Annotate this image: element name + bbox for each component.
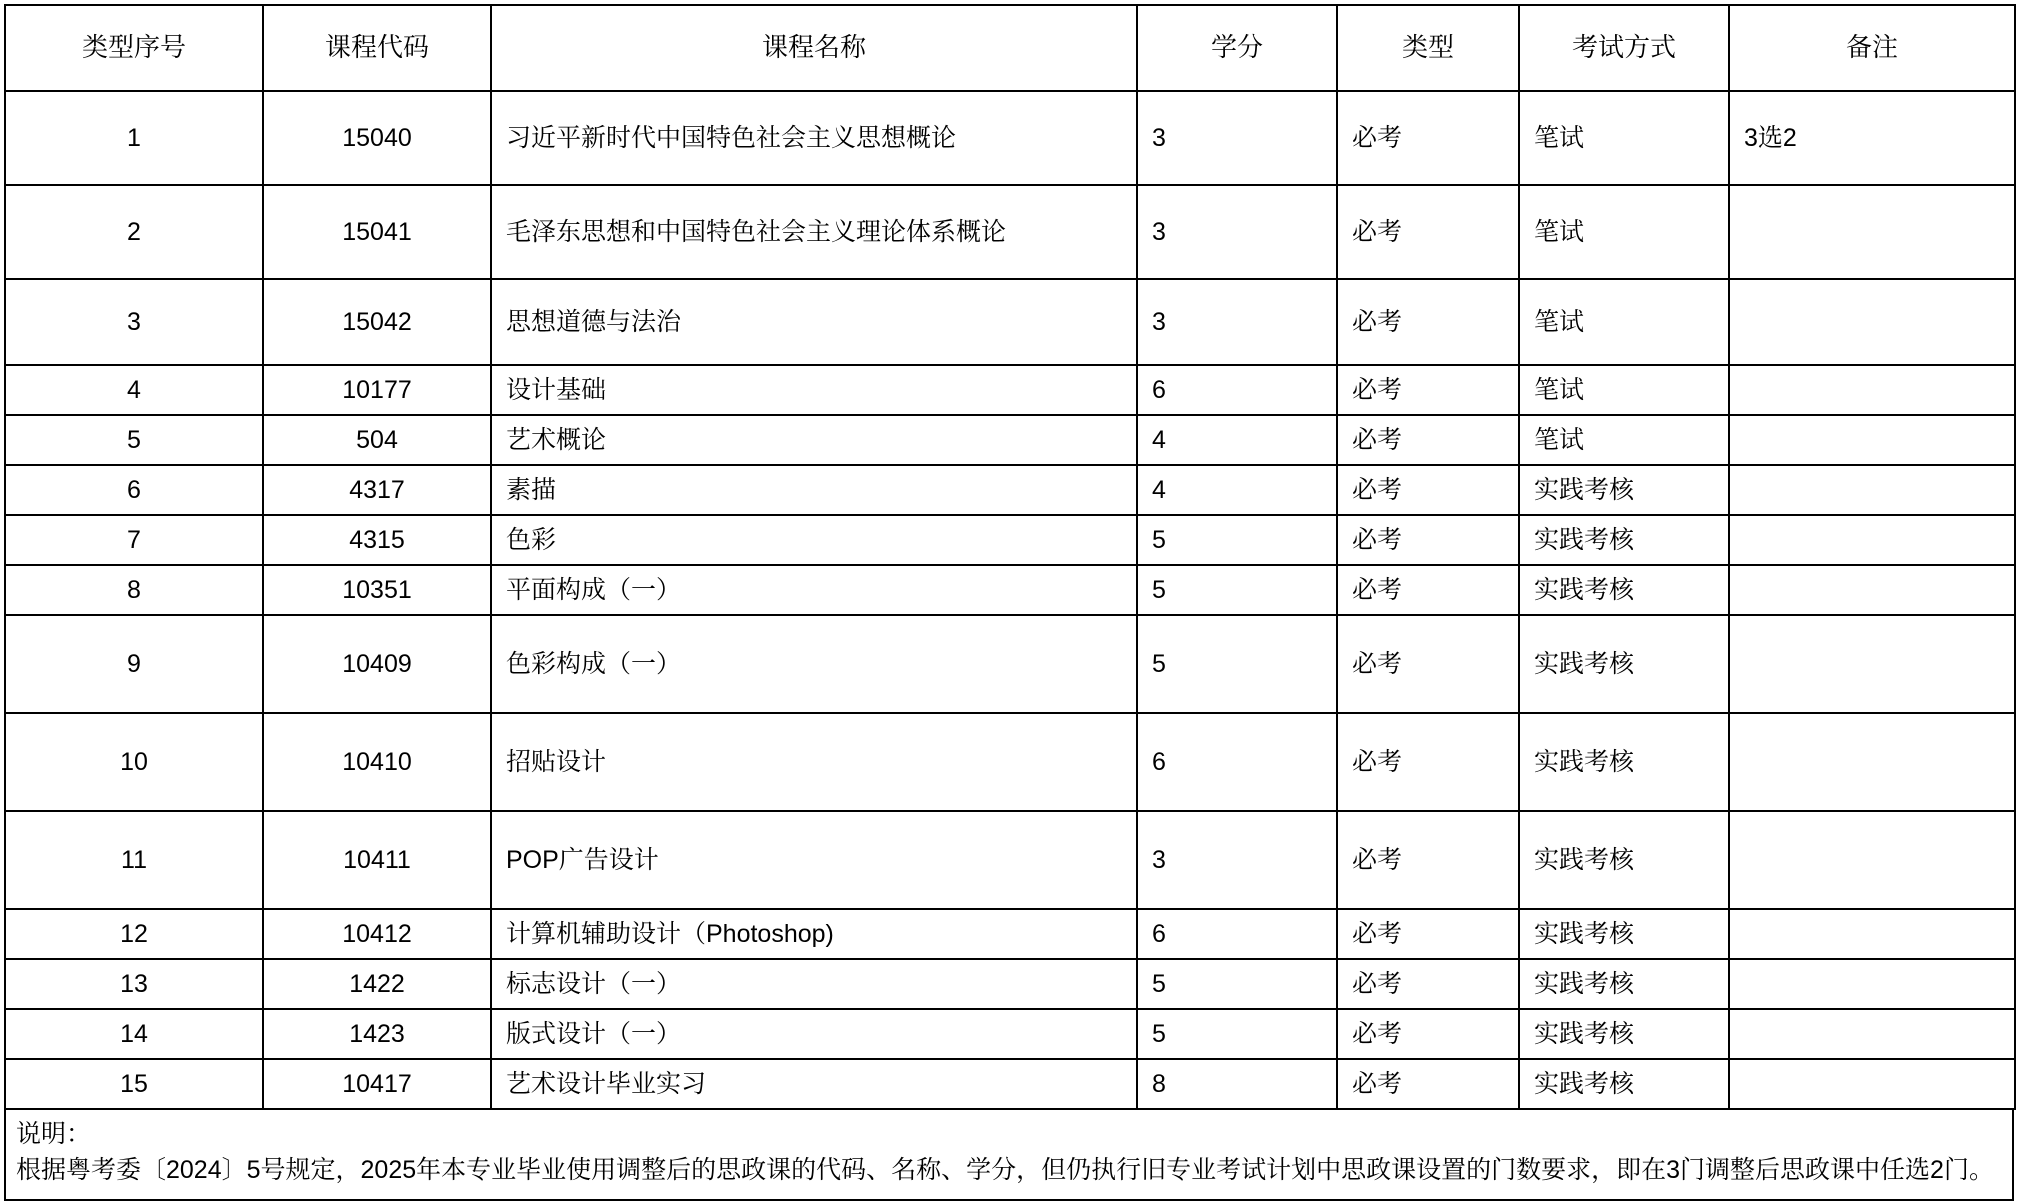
cell-remark bbox=[1729, 365, 2015, 415]
cell-remark bbox=[1729, 515, 2015, 565]
cell-type-index: 2 bbox=[5, 185, 263, 279]
cell-type: 必考 bbox=[1337, 1059, 1519, 1109]
cell-credits: 6 bbox=[1137, 365, 1337, 415]
cell-type-index: 3 bbox=[5, 279, 263, 365]
cell-course-code: 10412 bbox=[263, 909, 491, 959]
cell-type-index: 14 bbox=[5, 1009, 263, 1059]
cell-course-code: 4315 bbox=[263, 515, 491, 565]
cell-course-code: 4317 bbox=[263, 465, 491, 515]
cell-type-index: 6 bbox=[5, 465, 263, 515]
cell-remark bbox=[1729, 465, 2015, 515]
cell-course-name: 招贴设计 bbox=[491, 713, 1137, 811]
cell-exam-method: 笔试 bbox=[1519, 415, 1729, 465]
column-header-credits: 学分 bbox=[1137, 5, 1337, 91]
cell-exam-method: 实践考核 bbox=[1519, 811, 1729, 909]
cell-course-code: 504 bbox=[263, 415, 491, 465]
cell-exam-method: 笔试 bbox=[1519, 185, 1729, 279]
cell-type-index: 5 bbox=[5, 415, 263, 465]
table-row bbox=[5, 515, 2015, 565]
cell-type-index: 8 bbox=[5, 565, 263, 615]
cell-exam-method: 实践考核 bbox=[1519, 515, 1729, 565]
table-row bbox=[5, 279, 2015, 365]
table-row bbox=[5, 909, 2015, 959]
course-plan-sheet bbox=[0, 4, 2022, 1185]
cell-type: 必考 bbox=[1337, 1009, 1519, 1059]
cell-credits: 5 bbox=[1137, 515, 1337, 565]
cell-credits: 4 bbox=[1137, 465, 1337, 515]
cell-course-name: 习近平新时代中国特色社会主义思想概论 bbox=[491, 91, 1137, 185]
cell-exam-method: 笔试 bbox=[1519, 365, 1729, 415]
cell-exam-method: 实践考核 bbox=[1519, 1009, 1729, 1059]
cell-type-index: 10 bbox=[5, 713, 263, 811]
table-header-row bbox=[5, 5, 2015, 91]
cell-exam-method: 实践考核 bbox=[1519, 959, 1729, 1009]
cell-exam-method: 笔试 bbox=[1519, 279, 1729, 365]
table-row bbox=[5, 615, 2015, 713]
cell-credits: 8 bbox=[1137, 1059, 1337, 1109]
cell-course-name: 设计基础 bbox=[491, 365, 1137, 415]
table-row bbox=[5, 465, 2015, 515]
cell-course-name: POP广告设计 bbox=[491, 811, 1137, 909]
cell-course-name: 艺术设计毕业实习 bbox=[491, 1059, 1137, 1109]
cell-course-code: 1422 bbox=[263, 959, 491, 1009]
cell-remark bbox=[1729, 185, 2015, 279]
cell-remark bbox=[1729, 959, 2015, 1009]
cell-remark bbox=[1729, 713, 2015, 811]
cell-type: 必考 bbox=[1337, 515, 1519, 565]
cell-credits: 6 bbox=[1137, 909, 1337, 959]
cell-course-name: 色彩构成（一） bbox=[491, 615, 1137, 713]
note-box bbox=[4, 1110, 2014, 1201]
table-header bbox=[5, 5, 2015, 91]
note-body: 根据粤考委〔2024〕5号规定，2025年本专业毕业使用调整后的思政课的代码、名称、学分，但仍执行旧专业考试计划中思政课设置的门数要求，即在3门调整后思政课中任选2门。 bbox=[16, 1156, 1994, 1185]
cell-remark bbox=[1729, 909, 2015, 959]
cell-remark bbox=[1729, 415, 2015, 465]
cell-type: 必考 bbox=[1337, 185, 1519, 279]
cell-exam-method: 笔试 bbox=[1519, 91, 1729, 185]
cell-remark bbox=[1729, 1059, 2015, 1109]
cell-credits: 3 bbox=[1137, 91, 1337, 185]
cell-course-code: 15042 bbox=[263, 279, 491, 365]
cell-credits: 3 bbox=[1137, 185, 1337, 279]
cell-exam-method: 实践考核 bbox=[1519, 465, 1729, 515]
cell-course-code: 15040 bbox=[263, 91, 491, 185]
column-header-type-index: 类型序号 bbox=[5, 5, 263, 91]
cell-type: 必考 bbox=[1337, 465, 1519, 515]
cell-course-code: 15041 bbox=[263, 185, 491, 279]
cell-exam-method: 实践考核 bbox=[1519, 565, 1729, 615]
cell-exam-method: 实践考核 bbox=[1519, 909, 1729, 959]
column-header-course-name: 课程名称 bbox=[491, 5, 1137, 91]
cell-exam-method: 实践考核 bbox=[1519, 1059, 1729, 1109]
cell-course-name: 色彩 bbox=[491, 515, 1137, 565]
cell-remark bbox=[1729, 1009, 2015, 1059]
cell-credits: 5 bbox=[1137, 615, 1337, 713]
cell-course-name: 艺术概论 bbox=[491, 415, 1137, 465]
cell-type: 必考 bbox=[1337, 365, 1519, 415]
table-row bbox=[5, 811, 2015, 909]
table-row bbox=[5, 959, 2015, 1009]
cell-course-code: 10409 bbox=[263, 615, 491, 713]
cell-course-name: 思想道德与法治 bbox=[491, 279, 1137, 365]
cell-credits: 5 bbox=[1137, 1009, 1337, 1059]
cell-type: 必考 bbox=[1337, 91, 1519, 185]
cell-credits: 5 bbox=[1137, 565, 1337, 615]
cell-remark bbox=[1729, 615, 2015, 713]
cell-course-name: 平面构成（一） bbox=[491, 565, 1137, 615]
cell-type: 必考 bbox=[1337, 959, 1519, 1009]
column-header-remark: 备注 bbox=[1729, 5, 2015, 91]
cell-type: 必考 bbox=[1337, 713, 1519, 811]
cell-type-index: 12 bbox=[5, 909, 263, 959]
cell-type-index: 9 bbox=[5, 615, 263, 713]
column-header-type: 类型 bbox=[1337, 5, 1519, 91]
table-row bbox=[5, 713, 2015, 811]
table-row bbox=[5, 1009, 2015, 1059]
cell-credits: 3 bbox=[1137, 811, 1337, 909]
cell-course-name: 素描 bbox=[491, 465, 1137, 515]
cell-exam-method: 实践考核 bbox=[1519, 713, 1729, 811]
cell-remark bbox=[1729, 279, 2015, 365]
table-row bbox=[5, 91, 2015, 185]
cell-course-code: 10411 bbox=[263, 811, 491, 909]
cell-type: 必考 bbox=[1337, 415, 1519, 465]
cell-type-index: 4 bbox=[5, 365, 263, 415]
cell-type-index: 1 bbox=[5, 91, 263, 185]
cell-type-index: 13 bbox=[5, 959, 263, 1009]
note-title: 说明： bbox=[16, 1120, 92, 1148]
cell-course-code: 10351 bbox=[263, 565, 491, 615]
cell-course-code: 10417 bbox=[263, 1059, 491, 1109]
cell-course-code: 10410 bbox=[263, 713, 491, 811]
cell-exam-method: 实践考核 bbox=[1519, 615, 1729, 713]
table-row bbox=[5, 185, 2015, 279]
cell-course-name: 版式设计（一） bbox=[491, 1009, 1137, 1059]
course-table bbox=[4, 4, 2016, 1110]
cell-credits: 6 bbox=[1137, 713, 1337, 811]
cell-type: 必考 bbox=[1337, 909, 1519, 959]
cell-type: 必考 bbox=[1337, 565, 1519, 615]
cell-course-name: 标志设计（一） bbox=[491, 959, 1137, 1009]
cell-credits: 3 bbox=[1137, 279, 1337, 365]
table-row bbox=[5, 565, 2015, 615]
cell-type: 必考 bbox=[1337, 615, 1519, 713]
table-row bbox=[5, 1059, 2015, 1109]
cell-remark: 3选2 bbox=[1729, 91, 2015, 185]
cell-type: 必考 bbox=[1337, 811, 1519, 909]
cell-remark bbox=[1729, 565, 2015, 615]
cell-credits: 5 bbox=[1137, 959, 1337, 1009]
cell-course-name: 计算机辅助设计（Photoshop) bbox=[491, 909, 1137, 959]
cell-type-index: 15 bbox=[5, 1059, 263, 1109]
cell-type: 必考 bbox=[1337, 279, 1519, 365]
cell-credits: 4 bbox=[1137, 415, 1337, 465]
column-header-course-code: 课程代码 bbox=[263, 5, 491, 91]
cell-course-code: 10177 bbox=[263, 365, 491, 415]
cell-type-index: 11 bbox=[5, 811, 263, 909]
column-header-exam-method: 考试方式 bbox=[1519, 5, 1729, 91]
table-body bbox=[5, 91, 2015, 1109]
cell-course-name: 毛泽东思想和中国特色社会主义理论体系概论 bbox=[491, 185, 1137, 279]
table-row bbox=[5, 365, 2015, 415]
cell-course-code: 1423 bbox=[263, 1009, 491, 1059]
cell-type-index: 7 bbox=[5, 515, 263, 565]
cell-remark bbox=[1729, 811, 2015, 909]
table-row bbox=[5, 415, 2015, 465]
